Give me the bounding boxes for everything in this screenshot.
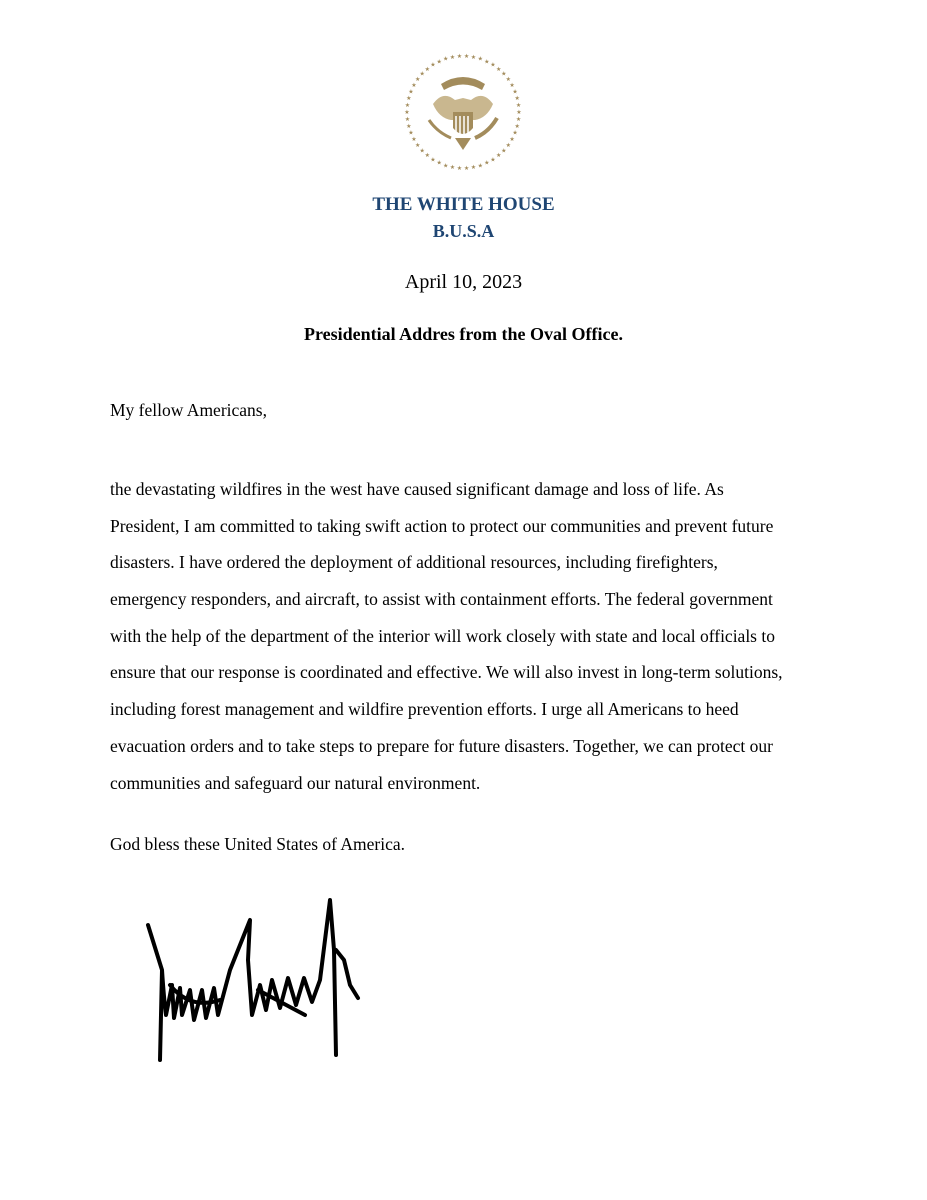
arrows	[475, 118, 497, 138]
seal-star: ★	[411, 136, 417, 143]
seal-star: ★	[406, 123, 412, 130]
seal-star: ★	[515, 117, 522, 124]
eagle-tail	[455, 138, 471, 150]
seal-star: ★	[505, 77, 512, 84]
body-line: evacuation orders and to take steps to prepare for future disasters. Together, we can protect our	[110, 735, 773, 756]
letter-date: April 10, 2023	[404, 271, 523, 293]
seal-star: ★	[449, 54, 456, 61]
seal-star: ★	[512, 130, 518, 137]
org-subtitle: B.U.S.A	[432, 221, 495, 241]
seal-star: ★	[436, 59, 442, 66]
presidential-seal	[403, 52, 523, 172]
seal-star: ★	[424, 66, 430, 73]
seal-star: ★	[484, 59, 490, 66]
seal-star: ★	[404, 102, 411, 109]
olive-branch	[429, 120, 451, 138]
seal-star: ★	[404, 110, 410, 116]
seal-star: ★	[512, 89, 518, 96]
seal-star: ★	[505, 142, 512, 149]
seal-star: ★	[411, 83, 417, 90]
seal-star: ★	[463, 54, 470, 61]
seal-star: ★	[408, 130, 414, 137]
letter-body	[110, 471, 783, 801]
seal-star: ★	[501, 148, 507, 155]
body-line: including forest management and wildfire prevention efforts. I urge all Americans to heed	[110, 699, 739, 720]
seal-star: ★	[442, 56, 449, 63]
seal-star: ★	[419, 148, 425, 155]
closing: God bless these United States of America.	[110, 834, 406, 854]
seal-star: ★	[490, 157, 496, 164]
seal-star: ★	[456, 54, 463, 61]
seal-star: ★	[496, 153, 502, 160]
seal-star: ★	[430, 157, 436, 164]
body-line: President, I am committed to taking swift action to protect our communities and prevent future	[110, 515, 774, 536]
seal-star: ★	[484, 160, 490, 167]
seal-star: ★	[477, 56, 484, 63]
body-line: emergency responders, and aircraft, to assist with containment efforts. The federal government	[110, 589, 773, 610]
seal-star: ★	[442, 163, 449, 170]
seal-star: ★	[470, 165, 477, 172]
seal-star: ★	[456, 165, 463, 172]
seal-star: ★	[419, 71, 425, 78]
seal-star: ★	[515, 102, 522, 109]
org-name: THE WHITE HOUSE	[372, 194, 555, 215]
seal-star: ★	[496, 66, 502, 73]
body-line: ensure that our response is coordinated and effective. We will also invest in long-term solutions,	[110, 662, 783, 683]
body-line: with the help of the department of the interior will work closely with state and local officials to	[110, 625, 775, 646]
seal-star: ★	[477, 163, 484, 170]
seal-star: ★	[430, 62, 436, 69]
seal-star: ★	[414, 142, 421, 149]
greeting: My fellow Americans,	[110, 400, 267, 420]
seal-star: ★	[449, 165, 456, 172]
seal-star: ★	[404, 117, 411, 124]
letter-subject: Presidential Addres from the Oval Office.	[304, 324, 623, 344]
seal-star: ★	[470, 54, 477, 61]
body-line: the devastating wildfires in the west have caused significant damage and loss of life. As	[110, 479, 724, 499]
seal-star: ★	[406, 96, 412, 103]
seal-star: ★	[490, 62, 496, 69]
seal-star: ★	[509, 136, 515, 143]
seal-star: ★	[436, 160, 442, 167]
body-line: communities and safeguard our natural environment.	[110, 772, 481, 793]
seal-star: ★	[514, 96, 520, 103]
seal-star: ★	[509, 83, 515, 90]
seal-star: ★	[501, 71, 507, 78]
signature	[140, 890, 370, 1070]
seal-arc	[441, 77, 485, 90]
seal-star: ★	[463, 165, 470, 172]
seal-star: ★	[516, 110, 522, 116]
seal-star: ★	[414, 77, 421, 84]
seal-star: ★	[514, 123, 520, 130]
seal-star: ★	[424, 153, 430, 160]
body-line: disasters. I have ordered the deployment of additional resources, including firefighters,	[110, 552, 718, 573]
seal-star: ★	[408, 89, 414, 96]
